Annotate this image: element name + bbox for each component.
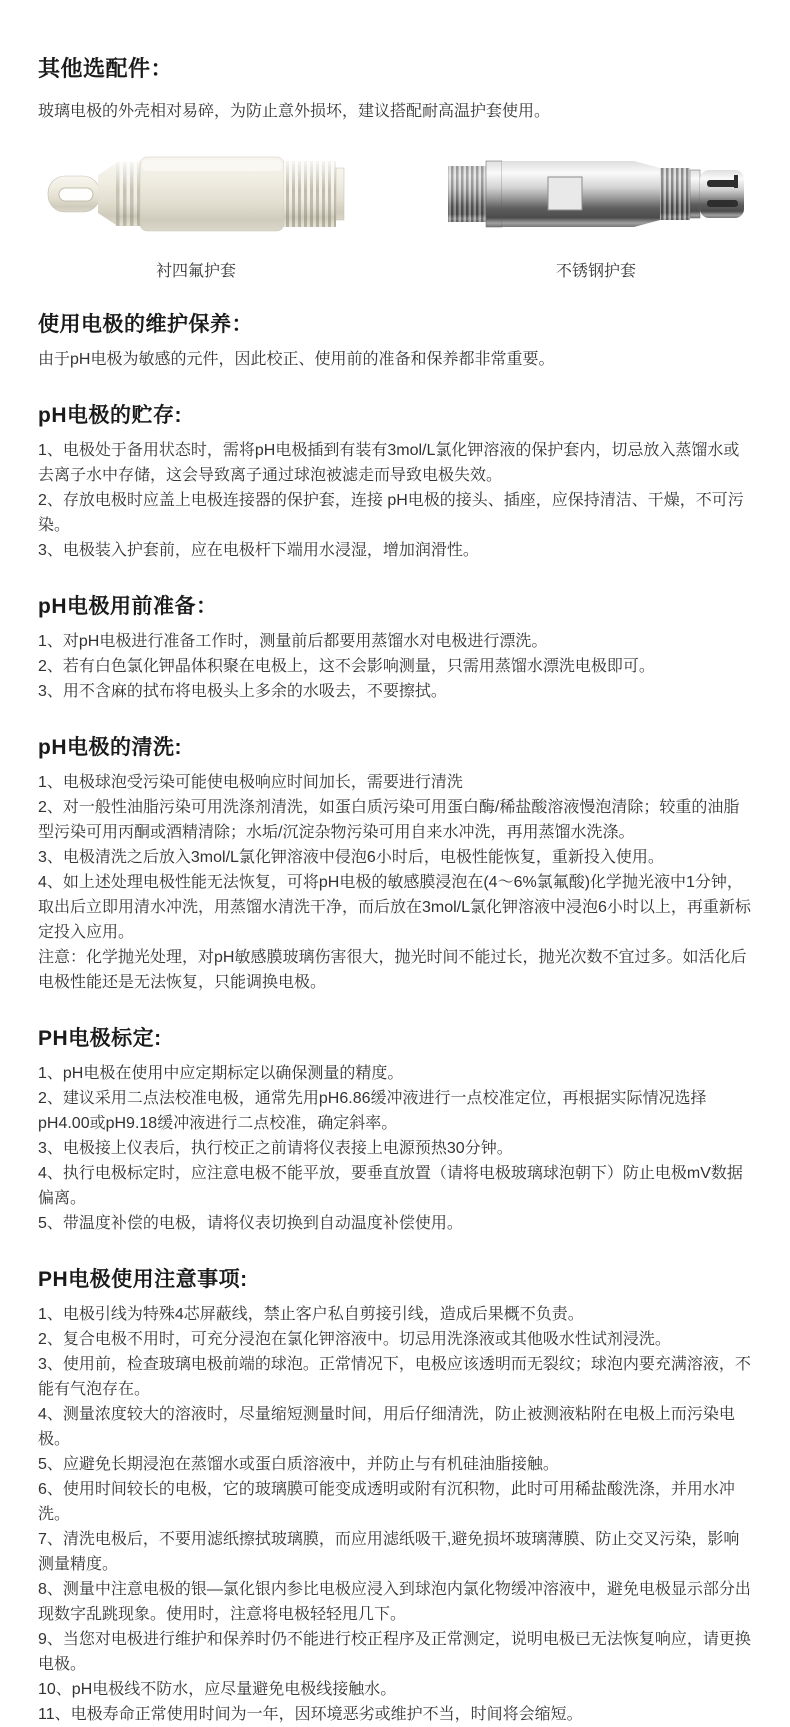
section-item: 2、若有白色氯化钾晶体积聚在电极上，这不会影响测量，只需用蒸馏水漂洗电极即可。	[38, 658, 655, 675]
section-item: 5、应避免长期浸泡在蒸馏水或蛋白质溶液中，并防止与有机硅油脂接触。	[38, 1456, 559, 1473]
section-item: 2、建议采用二点法校准电极，通常先用pH6.86缓冲液进行一点校准定位，再根据实际情况选择pH4.00或pH9.18缓冲液进行二点校准，确定斜率。	[38, 1090, 707, 1132]
section-item: 注意：化学抛光处理，对pH敏感膜玻璃伤害很大，抛光时间不能过长，抛光次数不宜过多。如活化后电极性能还是无法恢复，只能调换电极。	[38, 949, 747, 991]
section-item: 9、当您对电极进行维护和保养时仍不能进行校正程序及正常测定，说明电极已无法恢复响应，请更换电极。	[38, 1631, 751, 1673]
section-item: 1、电极引线为特殊4芯屏蔽线，禁止客户私自剪接引线，造成后果概不负责。	[38, 1306, 584, 1323]
section-heading: PH电极使用注意事项:	[38, 1268, 248, 1291]
steel-sheath-image	[446, 158, 746, 230]
accessory-captions-row	[38, 258, 754, 281]
section-item: 1、对pH电极进行准备工作时，测量前后都要用蒸馏水对电极进行漂洗。	[38, 633, 548, 650]
section-item: 1、pH电极在使用中应定期标定以确保测量的精度。	[38, 1065, 404, 1082]
section-item: 3、电极装入护套前，应在电极杆下端用水浸湿，增加润滑性。	[38, 542, 479, 559]
steel-sheath-caption: 不锈钢护套	[555, 263, 636, 280]
section-item: 2、存放电极时应盖上电极连接器的保护套，连接 pH电极的接头、插座，应保持清洁、干燥，不可污染。	[38, 492, 744, 534]
section-item: 3、电极清洗之后放入3mol/L氯化钾溶液中侵泡6小时后，电极性能恢复，重新投入使用。	[38, 849, 664, 866]
sections	[38, 308, 754, 1727]
section-item: 5、带温度补偿的电极，请将仪表切换到自动温度补偿使用。	[38, 1215, 463, 1232]
section-item: 4、测量浓度较大的溶液时，尽量缩短测量时间，用后仔细清洗，防止被测液粘附在电极上而污染电极。	[38, 1406, 735, 1448]
section-item: 4、如上述处理电极性能无法恢复，可将pH电极的敏感膜浸泡在(4～6%氯氟酸)化学抛光液中1分钟，取出后立即用清水冲洗，用蒸馏水清洗干净，而后放在3mol/L氯化钾溶液中浸泡6小时以上，再重新标定投入应用。	[38, 874, 751, 941]
section-item: 6、使用时间较长的电极，它的玻璃膜可能变成透明或附有沉积物，此时可用稀盐酸洗涤，并用水冲洗。	[38, 1481, 735, 1523]
ptfe-sheath-caption: 衬四氟护套	[155, 263, 236, 280]
section-item: 7、清洗电极后，不要用滤纸擦拭玻璃膜，而应用滤纸吸干,避免损坏玻璃薄膜、防止交叉污染，影响测量精度。	[38, 1531, 740, 1573]
section-heading: pH电极的贮存:	[38, 404, 182, 427]
section-item: 2、对一般性油脂污染可用洗涤剂清洗，如蛋白质污染可用蛋白酶/稀盐酸溶液慢泡清除；较重的油脂型污染可用丙酮或酒精清除；水垢/沉淀杂物污染可用自来水冲洗，再用蒸馏水洗涤。	[38, 799, 740, 841]
page-title: 其他选配件：	[38, 56, 174, 81]
section-heading: PH电极标定:	[38, 1027, 162, 1050]
section-item: 3、使用前，检查玻璃电极前端的球泡。正常情况下，电极应该透明而无裂纹；球泡内要充满溶液，不能有气泡存在。	[38, 1356, 751, 1398]
section-item: 8、测量中注意电极的银—氯化银内参比电极应浸入到球泡内氯化物缓冲溶液中，避免电极显示部分出现数字乱跳现象。使用时，注意将电极轻轻甩几下。	[38, 1581, 751, 1623]
section-heading: pH电极用前准备：	[38, 595, 218, 618]
section-item: 11、电极寿命正常使用时间为一年，因环境恶劣或维护不当，时间将会缩短。	[38, 1706, 583, 1723]
section-item: 3、用不含麻的拭布将电极头上多余的水吸去，不要擦拭。	[38, 683, 447, 700]
ptfe-sheath-image	[46, 144, 346, 244]
section-item: 4、执行电极标定时，应注意电极不能平放，要垂直放置（请将电极玻璃球泡朝下）防止电极mV数据偏离。	[38, 1165, 743, 1207]
section-item: 2、复合电极不用时，可充分浸泡在氯化钾溶液中。切忌用洗涤液或其他吸水性试剂浸洗。	[38, 1331, 671, 1348]
section-heading: pH电极的清洗:	[38, 736, 182, 759]
section-item: 10、pH电极线不防水，应尽量避免电极线接触水。	[38, 1681, 397, 1698]
section-item: 1、电极球泡受污染可能使电极响应时间加长，需要进行清洗	[38, 774, 463, 791]
section-item: 3、电极接上仪表后，执行校正之前请将仪表接上电源预热30分钟。	[38, 1140, 513, 1157]
accessory-images-row	[38, 146, 754, 242]
section-item: 1、电极处于备用状态时，需将pH电极插到有装有3mol/L氯化钾溶液的保护套内，切忌放入蒸馏水或去离子水中存储，这会导致离子通过球泡被滤走而导致电极失效。	[38, 442, 740, 484]
intro-text: 玻璃电极的外壳相对易碎，为防止意外损坏，建议搭配耐高温护套使用。	[38, 103, 551, 120]
section-heading: 使用电极的维护保养：	[38, 313, 253, 336]
section-item: 由于pH电极为敏感的元件，因此校正、使用前的准备和保养都非常重要。	[38, 351, 555, 368]
